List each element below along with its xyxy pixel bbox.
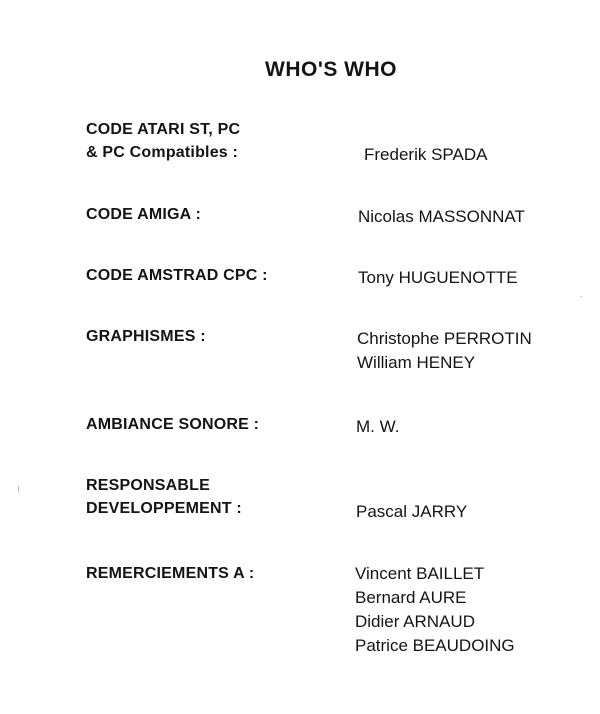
credit-name: Tony HUGUENOTTE: [358, 268, 518, 287]
credit-names-graphismes: [357, 327, 532, 375]
role-line: CODE ATARI ST, PC: [86, 121, 241, 138]
scan-speck: [580, 296, 582, 297]
credit-role-graphismes: [86, 325, 206, 348]
credit-role-code-amiga: [86, 203, 201, 226]
credit-role-remerciements: [86, 562, 254, 585]
credit-name: William HENEY: [357, 353, 476, 372]
credit-names-code-amstrad: [358, 266, 518, 290]
credit-name: M. W.: [356, 417, 400, 436]
credit-name: Bernard AURE: [355, 588, 467, 607]
credit-role-responsable-developpement: [86, 474, 242, 520]
role-line: AMBIANCE SONORE :: [86, 416, 260, 433]
credit-name: Christophe PERROTIN: [357, 329, 532, 348]
role-line: CODE AMSTRAD CPC :: [86, 267, 268, 284]
role-line: & PC Compatibles :: [86, 144, 239, 161]
credit-names-code-amiga: [358, 205, 525, 229]
role-line: GRAPHISMES :: [86, 328, 206, 345]
credit-name: Patrice BEAUDOING: [355, 636, 515, 655]
role-line: CODE AMIGA :: [86, 206, 201, 223]
credit-name: Pascal JARRY: [356, 502, 468, 521]
credit-names-remerciements: [355, 562, 515, 658]
credit-name: Frederik SPADA: [364, 145, 488, 164]
credit-role-code-amstrad: [86, 264, 268, 287]
credit-names-responsable-developpement: [356, 500, 467, 524]
role-line: DEVELOPPEMENT :: [86, 500, 242, 517]
credit-name: Vincent BAILLET: [355, 564, 485, 583]
credit-names-code-atari: [364, 143, 487, 167]
credit-name: Didier ARNAUD: [355, 612, 475, 631]
credit-name: Nicolas MASSONNAT: [358, 207, 525, 226]
credit-names-ambiance-sonore: [356, 415, 399, 439]
role-line: RESPONSABLE: [86, 477, 210, 494]
credit-role-code-atari: [86, 118, 240, 164]
credit-role-ambiance-sonore: [86, 413, 259, 436]
scan-speck: [18, 486, 19, 492]
role-line: REMERCIEMENTS A :: [86, 565, 255, 582]
page-title: WHO'S WHO: [265, 58, 397, 81]
